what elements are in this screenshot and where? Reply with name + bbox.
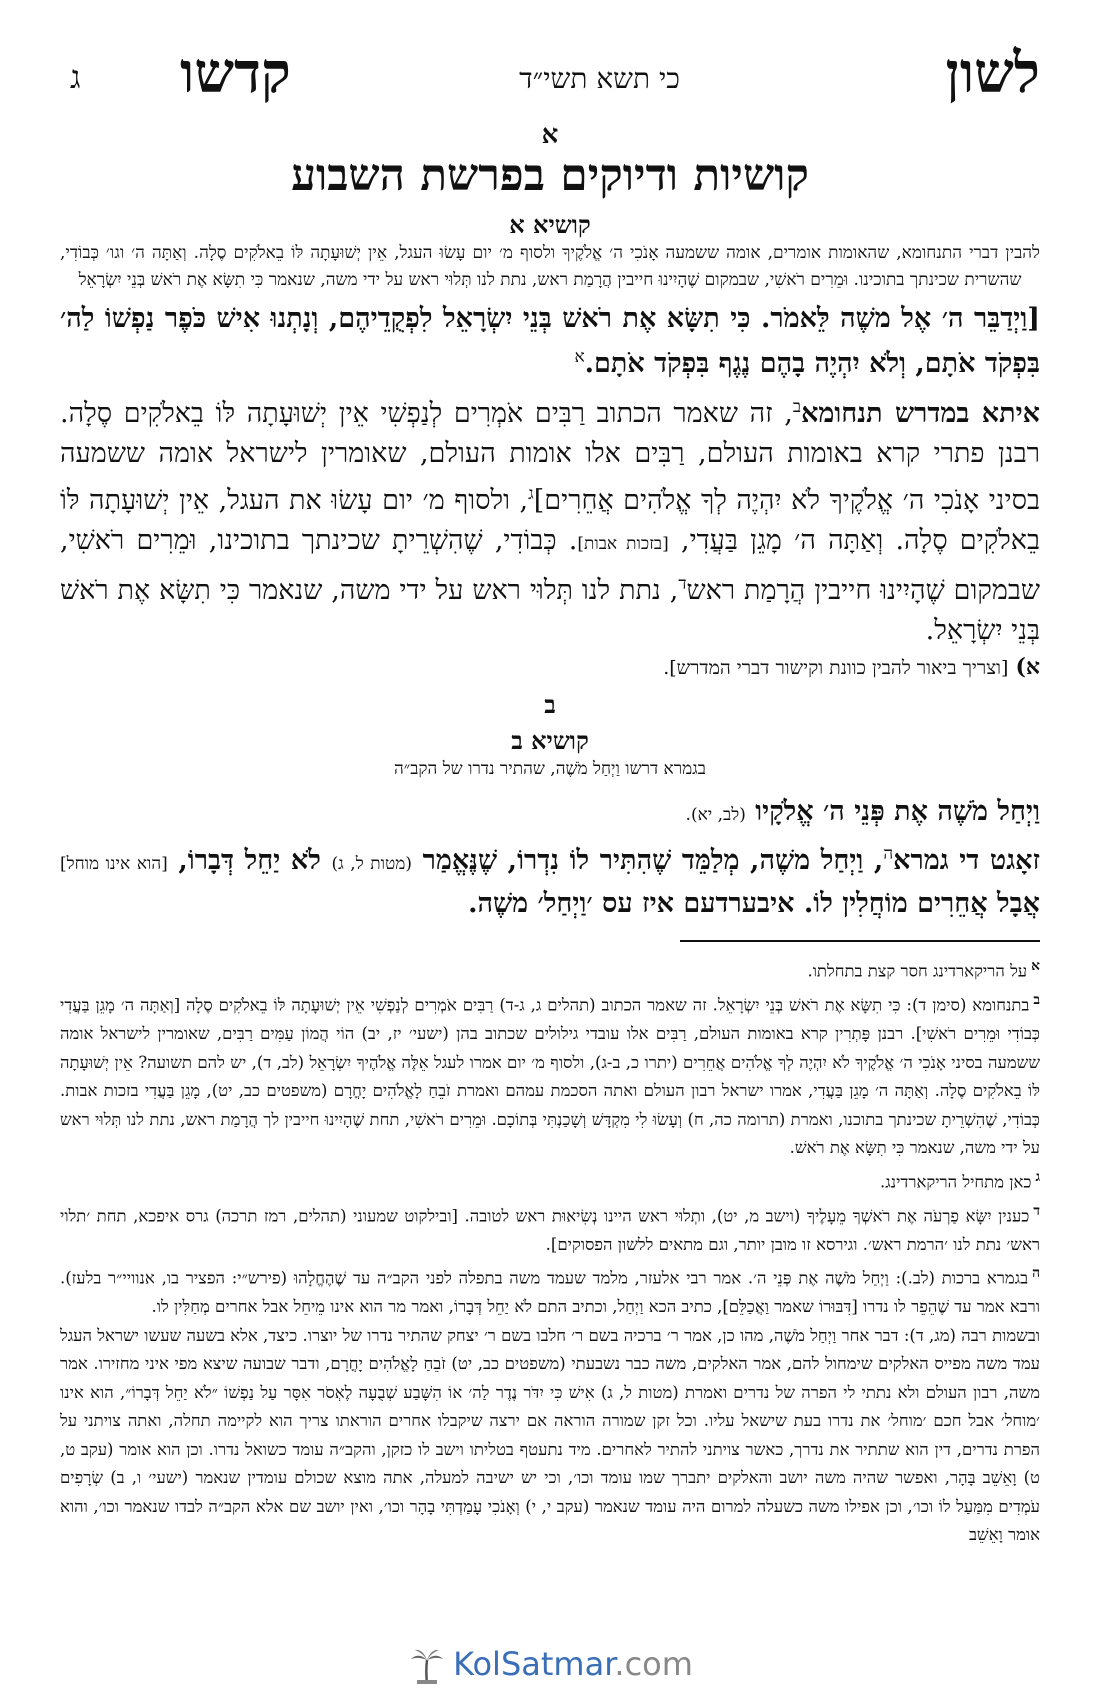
header-title-left: קדשו — [180, 40, 291, 106]
verse-body: [וַיְדַבֵּר ה׳ אֶל משֶׁה לֵּאמֹר. כִּי תִשָּׂא אֶת רֹאשׁ בְּנֵי יִשְׂרָאֵל לִפְקֻדֵיהֶם, וְנָתְנוּ אִישׁ כֹּפֶר נַפְשׁוֹ לַה׳ בִּפְקֹד אֹתָם, וְלֹא יִהְיֶה בָהֶם נֶגֶף בִּפְקֹד אֹתָם. — [60, 303, 1040, 379]
footnote-text: כאן מתחיל הריקארדינג. — [880, 1172, 1032, 1191]
gemara-paragraph — [60, 834, 1040, 924]
midrash-paragraph — [60, 387, 1040, 651]
question-note-text: [וצריך ביאור להבין כוונת וקישור דברי המדרש]. — [663, 657, 1009, 679]
footnote-mark: ב — [1033, 992, 1040, 1008]
midrash-text-2: , ולסוף מ׳ יום עָשׂוּ את העגל, אֵין יְשׁוּעָתָה לּוֹ בֵאלֹקִים סֶלָה. וְאַתָּה ה׳ מָגֵן בַּעֲדִי, — [60, 485, 1040, 556]
header-issue: כי תשא תשי״ד — [519, 62, 680, 95]
footnote-text: בגמרא ברכות (לב.): וַיְחַל מֹשֶׁה אֶת פְּנֵי ה׳. אמר רבי אלעזר, מלמד שעמד משה בתפלה לפני הקב״ה עד שֶׁהֶחֱלָהוּ (פירש״י: הפציר בו, אנוויי״ר בלעז). ורבא אמר עד שֶׁהֵפֵר לו נדרו [דִּבּוּרוֹ שאמר וַאֲכַלֵּם], כתיב הכא וַיְחַל, וכתיב התם לֹא יַחֵל דְּבָרוֹ, ואמר מר הוא אינו מֵיחֵל אבל אחרים מְחַלִּין לו. — [60, 1268, 1040, 1316]
watermark-brand: KolSatmar — [453, 1645, 615, 1683]
gemara-text-1: , וַיְחַל משֶׁה, מְלַמֵּד שֶׁהִתִּיר לוֹ נִדְרוֹ, שֶׁנֶּאֱמַר — [422, 845, 884, 876]
midrash-lead: איתא במדרש תנחומא — [801, 398, 1040, 429]
question-2-summary: בגמרא דרשו וַיְחַל מֹשֶׁה, שהתיר נדרו של הקב״ה — [394, 759, 706, 779]
midrash-mark-3: ד — [678, 574, 687, 594]
midrash-mark-1: ב — [792, 397, 802, 417]
footnote — [60, 1197, 1040, 1260]
footnote-mark: א — [1031, 958, 1040, 974]
gemara-source-1: (מטות ל, ג) — [331, 854, 412, 874]
gemara-lead: זאָגט די גמרא — [893, 845, 1040, 876]
footnote — [60, 1163, 1040, 1197]
watermark-logo — [0, 1645, 1100, 1686]
midrash-text-4: , נתת לנו תְּלוּי ראש על ידי משה, שנאמר כִּי תִשָּׂא אֶת רֹאשׁ בְּנֵי יִשְׂרָאֵל. — [60, 575, 1040, 646]
section-a-letter: א — [541, 120, 559, 150]
footnote-text: ובשמות רבה (מג, ד): דבר אחר וַיְחַל מֹשֶׁה, מהו כן, אמר ר׳ ברכיה בשם ר׳ חלבו בשם ר׳ יצחק שהתיר נדרו של יוצרו. כיצד, אלא בשעה שעשו ישראל העגל עמד משה מפייס האלקים שימחול להם, אמר האלקים, משה כבר נשבעתי (משפטים כב, יט) זֹבֵחַ לָאֱלֹהִים יָחֳרָם, ודבר שבועה שיצא מפי איני מחזירו. אמר משה, רבון העולם ולא נתתי לי הפרה של נדרים ואמרת (מטות ל, ג) אִישׁ כִּי יִדֹּר נֶדֶר לַה׳ אוֹ הִשָּׁבַע שְׁבֻעָה לֶאְסֹר אִסָּר עַל נַפְשׁוֹ ״לֹא יַחֵל דְּבָרוֹ״, הוא אינו ׳מוחל׳ אבל חכם ׳מוחל׳ את נדרו בעת שישאל עליו. וכל זקן שמורה הוראה אם ירצה שיקבלו אחרים הוראתו צריך הוא לקיימה תחלה, ואתה צויתני על הפרת נדרים, דין הוא שתתיר את נדרך, כאשר צויתני להתיר לאחרים. מיד נתעטף בטליתו וישב לו כזקן, והקב״ה עומד כשואל נדרו. וכן הוא אומר (עקב ט, ט) וָאֵשֵׁב בָּהָר, ואפשר שהיה משה יושב והאלקים יתברך שמו עומד וכו׳, וכי יש ישיבה למעלה, אתה מוצא שכולם עומדין שנאמר (ישעי׳ ו, ב) שְׂרָפִים עֹמְדִים מִמַּעַל לוֹ וכו׳, וכן אפילו משה כשעלה למרום היה עומד שנאמר (עקב י, י) וְאָנֹכִי עָמַדְתִּי בָהָר וכו׳, ואין יושב שם אלא הקב״ה לבדו שנאמר וכו׳, והוא אומר וָאֵשֵׁב — [60, 1325, 1040, 1544]
question-1-label: קושיא א — [509, 210, 591, 239]
midrash-text-1: , זה שאמר הכתוב רַבִּים אֹמְרִים לְנַפְשִׁי אֵין יְשׁוּעָתָה לּוֹ בֵאלֹקִים סֶלָה. רבנן פתרי קרא באומות העולם, רַבִּים אלו אומות העולם, שאומרין לישראל אומה ששמעה בסיני אָנֹכִי ה׳ אֱלֹקֶיךָ לֹא יִהְיֶה לְךָ אֱלֹהִים אֲחֵרִים] — [60, 398, 1041, 516]
footnote-mark: ד — [1033, 1202, 1040, 1219]
footnote — [60, 952, 1040, 986]
question-note-label: א) — [1015, 654, 1040, 680]
watermark-tld: .com — [614, 1645, 693, 1683]
header-page-letter: ג — [70, 58, 81, 96]
verse-footnote-mark: א — [574, 347, 585, 367]
footnote-mark: ג — [1035, 1168, 1040, 1185]
footnote — [60, 1259, 1040, 1322]
gemara-text-2: לֹא יַחֵל דְּבָרוֹ, — [178, 845, 321, 876]
page-header — [60, 40, 1040, 110]
gemara-mark: ה — [883, 844, 894, 864]
verse-2 — [60, 793, 1040, 834]
question-1-summary: להבין דברי התנחומא, שהאומות אומרים, אומה ששמעה אָנֹכִי ה׳ אֱלֹקֶיךָ ולסוף מ׳ יום עָשׂוּ העגל, אֵין יְשׁוּעָתָה לּוֹ בֵאלֹקִים סֶלָה. וְאַתָּה ה׳ וגו׳ כְּבוֹדִי, שהשרית שכינתך בתוכינו. וּמֵרִים רֹאשִׁי, שבמקום שֶׁהָיִינוּ חייבין הֲרָמַת ראש, נתת לנו תְּלוּי ראש על ידי משה, שנאמר כִּי תִשָּׂא אֶת רֹאשׁ בְּנֵי יִשְׂרָאֵל — [60, 243, 1041, 290]
verse-2-source: (לב, יא). — [685, 805, 746, 825]
question-2-label: קושיא ב — [511, 726, 589, 755]
main-title: קושיות ודיוקים בפרשת השבוע — [291, 150, 809, 201]
footnote-text: על הריקארדינג חסר קצת בתחלתו. — [807, 961, 1028, 981]
footnotes — [60, 952, 1040, 1550]
footnote — [60, 1322, 1040, 1550]
palm-tree-icon — [407, 1646, 447, 1686]
midrash-text-3: . כְּבוֹדִי, שֶׁהִשְׁרֵיתָ שכינתך בתוכינו, וּמֵרִים רֹאשִׁי, שבמקום שֶׁהָיִינוּ חייבין הֲרָמַת ראש — [60, 525, 1040, 606]
gemara-text-3: אֲבָל אֲחֵרִים מוֹחֲלִין לוֹ. איבערדעם איז עס ׳וַיְחַל׳ משֶׁה. — [468, 888, 1040, 919]
verse-2-body: וַיְחַל מֹשֶׁה אֶת פְּנֵי ה׳ אֱלֹקָיו — [755, 796, 1040, 827]
section-b-letter: ב — [544, 690, 556, 719]
main-content — [60, 210, 1040, 1550]
footnote — [60, 986, 1040, 1163]
header-title-right: לשון — [945, 40, 1040, 106]
footnote-divider — [680, 940, 1040, 942]
footnote-text: בתנחומא (סימן ד): כִּי תִשָּׂא אֶת רֹאשׁ בְּנֵי יִשְׂרָאֵל. זה שאמר הכתוב (תהלים ג, ג-ד) רַבִּים אֹמְרִים לְנַפְשִׁי אֵין יְשׁוּעָתָה לּוֹ בֵאלֹקִים סֶלָה [וְאַתָּה ה׳ מָגֵן בַּעֲדִי כְּבוֹדִי וּמֵרִים רֹאשִׁי]. רבנן פָּתְרִין קרא באומות העולם, רַבִּים אלו עובדי גילולים שכתוב בהן (ישעי׳ יז, יב) הוֹי הֲמוֹן עַמִּים רַבִּים, שאומרין לישראל אומה ששמעה בסיני אָנֹכִי ה׳ אֱלֹקֶיךָ לֹא יִהְיֶה לְךָ אֱלֹהִים אֲחֵרִים (יתרו כ, ב-ג), ולסוף מ׳ יום אמרו לעגל אֵלֶּה אֱלֹהֶיךָ יִשְׂרָאֵל (לב, ד), יש להם תשועה? אֵין יְשׁוּעָתָה לּוֹ בֵאלֹקִים סֶלָה. וְאַתָּה ה׳ מָגֵן בַּעֲדִי, אמרו ישראל רבון העולם ואתה הסכמת עמהם ואמרת זֹבֵחַ לָאֱלֹהִים יָחֳרָם (משפטים כב, יט), מָגֵן בַּעֲדִי בזכות אבות. כְּבוֹדִי, שֶׁהִשְׁרֵיתָ שכינתך בתוכנו, ואמרת (תרומה כה, ח) וְעָשׂוּ לִי מִקְדָּשׁ וְשָׁכַנְתִּי בְּתוֹכָם. וּמֵרִים רֹאשִׁי, תחת שֶׁהָיִינוּ חייבין לך הֲרָמַת ראש, נתת לנו תְּלוּי ראש על ידי משה, שנאמר כִּי תִשָּׂא אֶת רֹאשׁ. — [60, 995, 1040, 1157]
footnote-text: כענין יִשָּׂא פַרְעֹה אֶת רֹאשְׁךָ מֵעָלֶיךָ (וישב מ, יט), ותְלוּי ראש היינו נְשִׂיאוּת ראש לטובה. [ובילקוט שמעוני (תהלים, רמז תרכה) גרס איפכא, תחת ׳תלוי ראש׳ נתת לנו ׳הרמת ראש׳. וגירסא זו מובן יותר, וגם מתאים ללשון הפסוקים]. — [60, 1206, 1040, 1254]
midrash-source: [בזכות אבות] — [577, 534, 669, 554]
footnote-mark: ה — [1032, 1265, 1040, 1281]
question-note — [60, 651, 1040, 684]
verse-text — [60, 300, 1040, 383]
gemara-source-2: [הוא אינו מוחל] — [60, 854, 168, 874]
midrash-mark-2: ג — [528, 484, 534, 504]
